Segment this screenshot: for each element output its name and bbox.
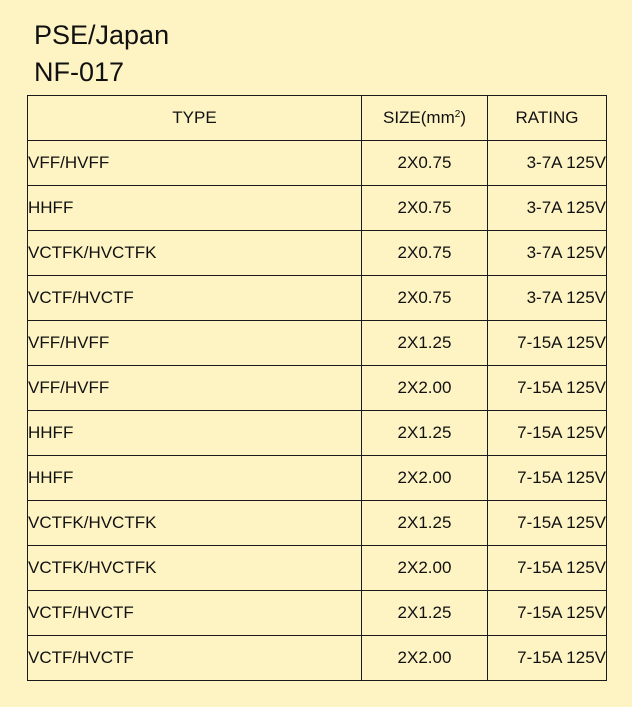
rating-cell: 3-7A 125V [488,186,607,231]
header-rating: RATING [488,96,607,141]
table-row [28,186,607,231]
type-cell: VCTF/HVCTF [28,591,362,636]
rating-cell: 3-7A 125V [488,276,607,321]
rating-cell: 7-15A 125V [488,501,607,546]
rating-cell: 7-15A 125V [488,321,607,366]
type-cell: HHFF [28,411,362,456]
size-cell: 2X0.75 [362,231,488,276]
table-row [28,366,607,411]
rating-cell: 7-15A 125V [488,411,607,456]
table-row [28,141,607,186]
size-cell: 2X1.25 [362,591,488,636]
type-cell: HHFF [28,456,362,501]
table-row [28,456,607,501]
table-row [28,411,607,456]
size-cell: 2X2.00 [362,636,488,681]
header-size [362,96,488,141]
size-cell: 2X0.75 [362,186,488,231]
type-cell: HHFF [28,186,362,231]
table-row [28,636,607,681]
type-cell: VCTFK/HVCTFK [28,546,362,591]
model-number: NF-017 [34,57,125,87]
size-cell: 2X2.00 [362,546,488,591]
type-cell: VFF/HVFF [28,321,362,366]
header-size-superscript: 2 [454,109,461,120]
table-header-row [28,96,607,141]
rating-cell: 7-15A 125V [488,636,607,681]
table-body [28,141,607,681]
cord-spec-table [27,95,607,681]
size-cell: 2X2.00 [362,456,488,501]
type-cell: VFF/HVFF [28,141,362,186]
type-cell: VCTF/HVCTF [28,276,362,321]
header-type: TYPE [28,96,362,141]
header-size-close: ) [460,108,466,127]
table-row [28,231,607,276]
type-cell: VCTF/HVCTF [28,636,362,681]
size-cell: 2X1.25 [362,321,488,366]
table-row [28,276,607,321]
size-cell: 2X1.25 [362,501,488,546]
size-cell: 2X0.75 [362,141,488,186]
document-title: PSE/Japan [34,20,170,50]
size-cell: 2X1.25 [362,411,488,456]
rating-cell: 3-7A 125V [488,141,607,186]
table-row [28,321,607,366]
rating-cell: 7-15A 125V [488,591,607,636]
rating-cell: 3-7A 125V [488,231,607,276]
table-row [28,546,607,591]
rating-cell: 7-15A 125V [488,456,607,501]
table-row [28,501,607,546]
header-size-text: SIZE(mm [382,108,455,127]
table-row [28,591,607,636]
size-cell: 2X2.00 [362,366,488,411]
rating-cell: 7-15A 125V [488,366,607,411]
type-cell: VCTFK/HVCTFK [28,231,362,276]
size-cell: 2X0.75 [362,276,488,321]
type-cell: VCTFK/HVCTFK [28,501,362,546]
type-cell: VFF/HVFF [28,366,362,411]
rating-cell: 7-15A 125V [488,546,607,591]
